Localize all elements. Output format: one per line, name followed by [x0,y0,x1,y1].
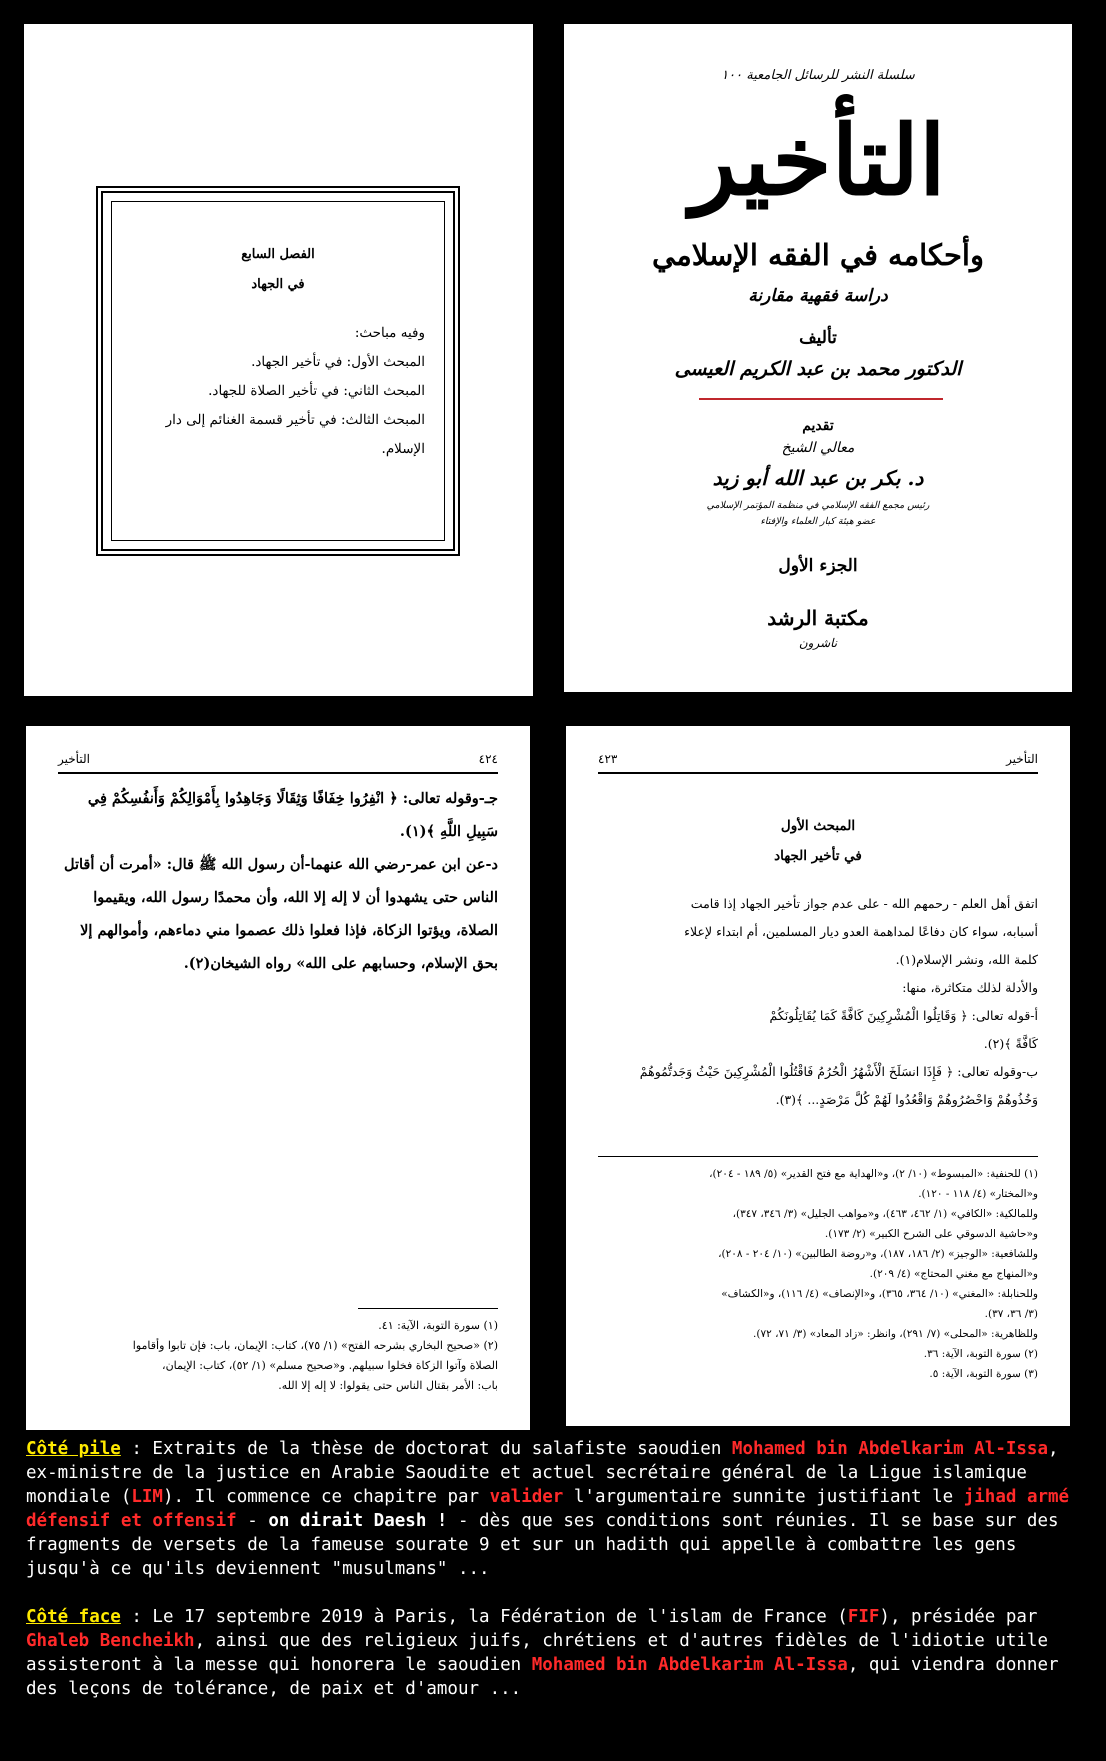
footnote-line: وللشافعية: «الوجيز» (٢/ ١٨٦، ١٨٧)، و«روضة الطالبين» (١٠/ ٢٠٤ - ٢٠٨)، [718,1248,1038,1260]
body-line: اتفق أهل العلم - رحمهم الله - على عدم جواز تأخير الجهاد إذا قامت [690,896,1038,911]
body-line: والأدلة لذلك متكاثرة، منها: [902,980,1038,995]
body-line: بحق الإسلام، وحسابهم على الله» رواه الشيخان(٢). [183,955,498,972]
footnote-line: و«المنهاج مع مغني المحتاج» (٤/ ٢٠٩). [869,1268,1038,1280]
caption-text: : Extraits de la thèse de doctorat du salafiste saoudien [120,1439,732,1459]
ornamental-frame [96,186,460,556]
caption-highlight: jihad armé défensif et offensif [26,1487,1070,1531]
page-number: ٤٢٤ [478,752,498,766]
body-line: جـ-وقوله تعالى: ﴿ انْفِرُوا خِفَافًا وَثِقَالًا وَجَاهِدُوا بِأَمْوَالِكُمْ وَأَنفُسِكُمْ فِي [87,790,498,807]
cover-intro-role2: عضو هيئة كبار العلماء والإفتاء [760,516,876,527]
chapter-intro: وفيه مباحث: [354,325,425,341]
caption-text: : Le 17 septembre 2019 à Paris, la Fédération de l'islam de France ( [120,1607,848,1627]
page-423-scan [566,726,1070,1426]
header-rule [598,772,1038,774]
body-line: د-عن ابن عمر-رضي الله عنهما-أن رسول الله ﷺ قال: «أمرت أن أقاتل [63,856,498,873]
cover-intro-by: معالي الشيخ [781,440,855,456]
page-header-title: التأخير [58,752,90,766]
caption-paragraph-pile [26,1437,1086,1581]
caption-text: ). Il commence ce chapitre par [162,1487,490,1507]
author-underline [699,398,943,400]
caption-text: ), présidée par [879,1607,1038,1627]
chapter-item: المبحث الأول: في تأخير الجهاد. [251,354,425,370]
caption-text: , qui viendra donner des leçons de tolérance, de paix et d'amour ... [26,1655,1059,1699]
caption-text: , ainsi que des religieux juifs, chrétiens et d'autres fidèles de l'idiotie utile assisteront à la messe qui honorera le saoudien [26,1631,1048,1675]
cover-series: سلسلة النشر للرسائل الجامعية ١٠٠ [721,68,915,83]
body-line: أ-قوله تعالى: ﴿ وَقَاتِلُوا الْمُشْرِكِينَ كَافَّةً كَمَا يُقَاتِلُونَكُمْ [769,1008,1038,1023]
footnote-line: وللظاهرية: «المحلى» (٧/ ٢٩١)، وانظر: «زاد المعاد» (٣/ ٧١، ٧٢). [753,1328,1038,1340]
caption-highlight: Mohamed bin Abdelkarim Al-Issa [731,1439,1048,1459]
body-line: الصلاة، ويؤتوا الزكاة، فإذا فعلوا ذلك عصموا مني دماءهم، وأموالهم إلا [80,922,498,939]
page-header [598,752,1038,768]
footnote-line: و«المختار» (٤/ ١١٨ - ١٢٠). [918,1188,1038,1200]
caption-highlight: Mohamed bin Abdelkarim Al-Issa [531,1655,848,1675]
book-cover-scan [564,24,1072,692]
chapter-title: الفصل السابع [241,247,315,262]
body-line: كلمة الله، ونشر الإسلام(١). [895,952,1038,967]
cover-subtitle2: دراسة فقهية مقارنة [748,286,888,306]
cover-title: التأخير [690,104,946,217]
cover-author: الدكتور محمد بن عبد الكريم العيسى [674,358,962,380]
body-line: كَافَّةً ﴾(٢). [983,1036,1038,1051]
caption-text: - [236,1511,269,1531]
footnotes [598,1164,1038,1384]
cover-publisher-sub: ناشرون [798,636,838,650]
cover-author-label: تأليف [799,328,837,348]
footnote-line: (١) للحنفية: «المبسوط» (١٠/ ٢)، و«الهداية مع فتح القدير» (٥/ ١٨٩ - ٢٠٤)، [709,1168,1038,1180]
caption-label: Côté pile [26,1439,121,1459]
footnotes [58,1316,498,1396]
page-body [58,782,498,980]
chapter-item: الإسلام. [381,441,425,457]
section-heading: المبحث الأول [780,818,856,834]
chapter-subject: في الجهاد [251,277,305,292]
body-line: وَخُذُوهُمْ وَاحْصُرُوهُمْ وَاقْعُدُوا لَهُمْ كُلَّ مَرْصَدٍ... ﴾(٣). [775,1092,1038,1107]
body-line: أسبابه، سواء كان دفاعًا لمداهمة العدو ديار المسلمين، أم ابتداء لإعلاء [684,924,1038,939]
caption-emphasis: on dirait Daesh ! [268,1511,448,1531]
footnote-line: (٣/ ٣٦، ٣٧). [984,1308,1038,1320]
cover-subtitle: وأحكامه في الفقه الإسلامي [652,238,984,272]
caption-paragraph-face [26,1605,1086,1701]
section-subheading: في تأخير الجهاد [774,848,862,864]
footnote-line: الصلاة وآتوا الزكاة فخلوا سبيلهم. و«صحيح مسلم» (١/ ٥٢)، كتاب: الإيمان، [162,1359,498,1372]
caption-label: Côté face [26,1607,121,1627]
chapter-page-scan [24,24,533,696]
page-body [598,890,1038,1114]
footnote-line: و«حاشية الدسوقي على الشرح الكبير» (٢/ ١٧٣). [824,1228,1038,1240]
footnote-rule [598,1156,1038,1157]
page-number: ٤٢٣ [598,752,618,766]
cover-publisher: مكتبة الرشد [767,606,869,630]
cover-volume: الجزء الأول [778,556,858,576]
caption-highlight: valider [489,1487,564,1507]
footnote-rule [358,1308,498,1309]
caption-text: , ex-ministre de la justice en Arabie Saoudite et actuel secrétaire général de la Ligue islamique mondiale ( [26,1439,1059,1507]
body-line: ب-وقوله تعالى: ﴿ فَإِذَا انسَلَخَ الْأَشْهُرُ الْحُرُمُ فَاقْتُلُوا الْمُشْرِكِينَ حَيْثُ وَجَدتُّمُوهُمْ [639,1064,1038,1079]
page-424-scan [26,726,530,1430]
chapter-item: المبحث الثاني: في تأخير الصلاة للجهاد. [208,383,425,399]
body-line: الناس حتى يشهدوا أن لا إله إلا الله، وأن محمدًا رسول الله، ويقيموا [93,889,498,906]
cover-intro-name: د. بكر بن عبد الله أبو زيد [712,466,924,490]
caption-highlight: Ghaleb Bencheikh [26,1631,195,1651]
footnote-line: وللمالكية: «الكافي» (١/ ٤٦٢، ٤٦٣)، و«مواهب الجليل» (٣/ ٣٤٦، ٣٤٧)، [732,1208,1038,1220]
caption-text: - dès que ses conditions sont réunies. Il se base sur des fragments de versets de la fameuse sourate 9 et sur un hadith qui appelle à combattre les gens jusqu'à ce qu'ils deviennent "musulmans" ... [26,1511,1059,1579]
cover-intro-label: تقديم [802,418,834,434]
caption-highlight: LIM [131,1487,163,1507]
header-rule [58,772,498,774]
page-header-title: التأخير [1006,752,1038,766]
cover-intro-role1: رئيس مجمع الفقه الإسلامي في منظمة المؤتمر الإسلامي [706,500,930,511]
footnote-line: (٢) سورة التوبة، الآية: ٣٦. [923,1348,1038,1360]
chapter-item: المبحث الثالث: في تأخير قسمة الغنائم إلى دار [165,412,425,428]
footnote-line: (٢) «صحيح البخاري بشرحه الفتح» (١/ ٧٥)، كتاب: الإيمان، باب: فإن تابوا وأقاموا [132,1339,498,1352]
page-header [58,752,498,768]
footnote-line: (٣) سورة التوبة، الآية: ٥. [929,1368,1038,1380]
footnote-line: باب: الأمر بقتال الناس حتى يقولوا: لا إله إلا الله. [278,1379,498,1392]
caption-text: l'argumentaire sunnite justifiant le [563,1487,964,1507]
chapter-sections [131,319,425,464]
footnote-line: وللحنابلة: «المغني» (١٠/ ٣٦٤، ٣٦٥)، و«الإنصاف» (٤/ ١١٦)، و«الكشاف» [721,1288,1038,1300]
caption [26,1437,1086,1725]
caption-highlight: FIF [847,1607,880,1627]
body-line: سَبِيلِ اللَّهِ ﴾(١). [399,823,498,840]
footnote-line: (١) سورة التوبة، الآية: ٤١. [378,1319,498,1332]
